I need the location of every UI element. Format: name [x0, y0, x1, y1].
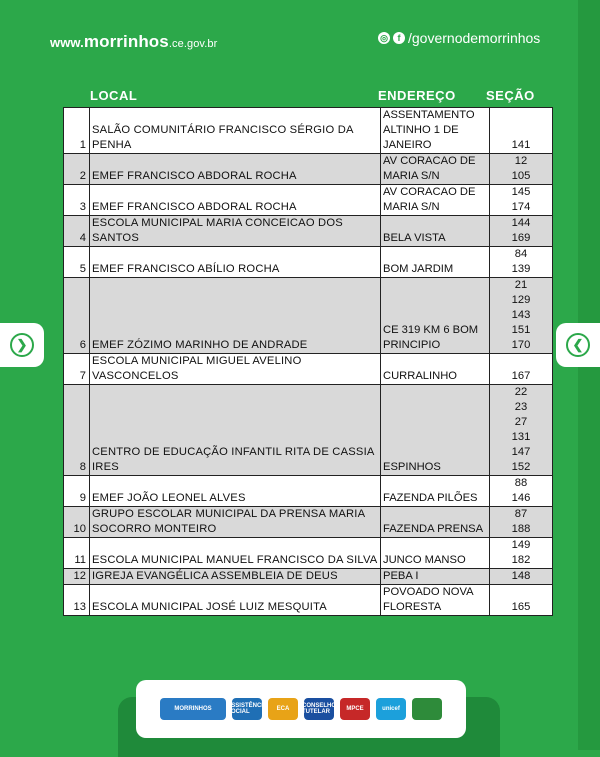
secao-number: 12	[514, 155, 528, 167]
secretaria-assistencia-social-logo: ASSISTÊNCIA SOCIAL	[232, 698, 262, 720]
row-number: 1	[64, 108, 90, 154]
table-row	[64, 185, 553, 216]
table-row	[64, 354, 553, 385]
row-number: 7	[64, 354, 90, 385]
row-local: EMEF FRANCISCO ABÍLIO ROCHA	[90, 247, 381, 278]
secao-number: 22	[514, 386, 528, 398]
row-secoes	[490, 507, 553, 538]
row-secoes	[490, 569, 553, 585]
secao-number: 169	[511, 232, 531, 244]
secao-number: 182	[511, 554, 531, 566]
row-secoes	[490, 154, 553, 185]
row-number: 3	[64, 185, 90, 216]
column-header-endereco: ENDEREÇO	[378, 88, 456, 103]
secao-number: 149	[511, 539, 531, 551]
secao-number: 27	[514, 416, 528, 428]
secao-number: 146	[511, 492, 531, 504]
row-secoes	[490, 216, 553, 247]
row-local: CENTRO DE EDUCAÇÃO INFANTIL RITA DE CASSIA IRES	[90, 385, 381, 476]
row-endereco: ESPINHOS	[381, 385, 490, 476]
secao-number: 145	[511, 186, 531, 198]
secao-number: 167	[511, 370, 531, 382]
secao-number: 105	[511, 170, 531, 182]
row-endereco: POVOADO NOVA FLORESTA	[381, 585, 490, 616]
secao-number: 152	[511, 461, 531, 473]
row-number: 12	[64, 569, 90, 585]
row-number: 11	[64, 538, 90, 569]
row-endereco: JUNCO MANSO	[381, 538, 490, 569]
row-local: ESCOLA MUNICIPAL MARIA CONCEICAO DOS SANTOS	[90, 216, 381, 247]
site-url-prefix: www.	[50, 35, 84, 50]
secao-number: 170	[511, 339, 531, 351]
social-handle-text: /governodemorrinhos	[408, 30, 541, 46]
secao-number: 23	[514, 401, 528, 413]
row-local: EMEF ZÓZIMO MARINHO DE ANDRADE	[90, 278, 381, 354]
row-number: 8	[64, 385, 90, 476]
column-header-secao: SEÇÃO	[486, 88, 535, 103]
row-endereco: AV CORACAO DE MARIA S/N	[381, 154, 490, 185]
row-local: GRUPO ESCOLAR MUNICIPAL DA PRENSA MARIA SOCORRO MONTEIRO	[90, 507, 381, 538]
mpce-logo: MPCE	[340, 698, 370, 720]
secao-number: 188	[511, 523, 531, 535]
row-secoes	[490, 354, 553, 385]
row-secoes	[490, 538, 553, 569]
chevron-left-icon: ❮	[566, 333, 590, 357]
unicef-logo: unicef	[376, 698, 406, 720]
column-header-local: LOCAL	[90, 88, 138, 103]
row-local: ESCOLA MUNICIPAL JOSÉ LUIZ MESQUITA	[90, 585, 381, 616]
row-number: 6	[64, 278, 90, 354]
table-row	[64, 385, 553, 476]
previous-page-button[interactable]	[0, 323, 44, 367]
secao-number: 88	[514, 477, 528, 489]
row-number: 5	[64, 247, 90, 278]
table-row	[64, 538, 553, 569]
row-local: ESCOLA MUNICIPAL MANUEL FRANCISCO DA SILVA	[90, 538, 381, 569]
secao-number: 147	[511, 446, 531, 458]
row-number: 4	[64, 216, 90, 247]
table-row	[64, 476, 553, 507]
secao-number: 129	[511, 294, 531, 306]
row-secoes	[490, 108, 553, 154]
secao-number: 84	[514, 248, 528, 260]
table-row	[64, 278, 553, 354]
secao-number: 139	[511, 263, 531, 275]
social-handle[interactable]	[378, 30, 540, 46]
eca-logo: ECA	[268, 698, 298, 720]
conselho-tutelar-logo: CONSELHO TUTELAR	[304, 698, 334, 720]
table-row	[64, 247, 553, 278]
row-endereco: CE 319 KM 6 BOM PRINCIPIO	[381, 278, 490, 354]
row-local: ESCOLA MUNICIPAL MIGUEL AVELINO VASCONCELOS	[90, 354, 381, 385]
row-secoes	[490, 476, 553, 507]
secao-number: 21	[514, 279, 528, 291]
prefeitura-morrinhos-logo: MORRINHOS	[160, 698, 226, 720]
site-url-suffix: .ce.gov.br	[168, 38, 218, 50]
secao-number: 151	[511, 324, 531, 336]
next-page-button[interactable]	[556, 323, 600, 367]
row-number: 13	[64, 585, 90, 616]
row-endereco: AV CORACAO DE MARIA S/N	[381, 185, 490, 216]
table-row	[64, 569, 553, 585]
site-url[interactable]	[50, 32, 217, 52]
secao-number: 174	[511, 201, 531, 213]
row-endereco: BOM JARDIM	[381, 247, 490, 278]
secao-number: 141	[511, 139, 531, 151]
row-endereco: FAZENDA PRENSA	[381, 507, 490, 538]
row-secoes	[490, 185, 553, 216]
row-local: EMEF JOÃO LEONEL ALVES	[90, 476, 381, 507]
row-secoes	[490, 247, 553, 278]
background-stripe	[578, 0, 600, 750]
row-number: 10	[64, 507, 90, 538]
table-row	[64, 585, 553, 616]
table-row	[64, 108, 553, 154]
table-row	[64, 154, 553, 185]
estado-ceara-logo	[412, 698, 442, 720]
row-secoes	[490, 278, 553, 354]
secao-number: 143	[511, 309, 531, 321]
table-row	[64, 216, 553, 247]
secao-number: 87	[514, 508, 528, 520]
row-local: SALÃO COMUNITÁRIO FRANCISCO SÉRGIO DA PENHA	[90, 108, 381, 154]
table-row	[64, 507, 553, 538]
row-local: EMEF FRANCISCO ABDORAL ROCHA	[90, 154, 381, 185]
row-number: 9	[64, 476, 90, 507]
row-endereco: PEBA I	[381, 569, 490, 585]
row-number: 2	[64, 154, 90, 185]
secao-number: 165	[511, 601, 531, 613]
row-local: IGREJA EVANGÉLICA ASSEMBLEIA DE DEUS	[90, 569, 381, 585]
footer-logos-card	[136, 680, 466, 738]
row-endereco: FAZENDA PILÕES	[381, 476, 490, 507]
row-secoes	[490, 585, 553, 616]
row-endereco: CURRALINHO	[381, 354, 490, 385]
secao-number: 148	[511, 570, 531, 582]
row-endereco: BELA VISTA	[381, 216, 490, 247]
instagram-icon: ◎	[378, 32, 390, 44]
secao-number: 131	[511, 431, 531, 443]
facebook-icon: f	[393, 32, 405, 44]
chevron-right-icon: ❯	[10, 333, 34, 357]
row-local: EMEF FRANCISCO ABDORAL ROCHA	[90, 185, 381, 216]
site-url-name: morrinhos	[83, 32, 169, 51]
polling-places-table	[63, 107, 539, 616]
row-secoes	[490, 385, 553, 476]
row-endereco: ASSENTAMENTO ALTINHO 1 DE JANEIRO	[381, 108, 490, 154]
secao-number: 144	[511, 217, 531, 229]
